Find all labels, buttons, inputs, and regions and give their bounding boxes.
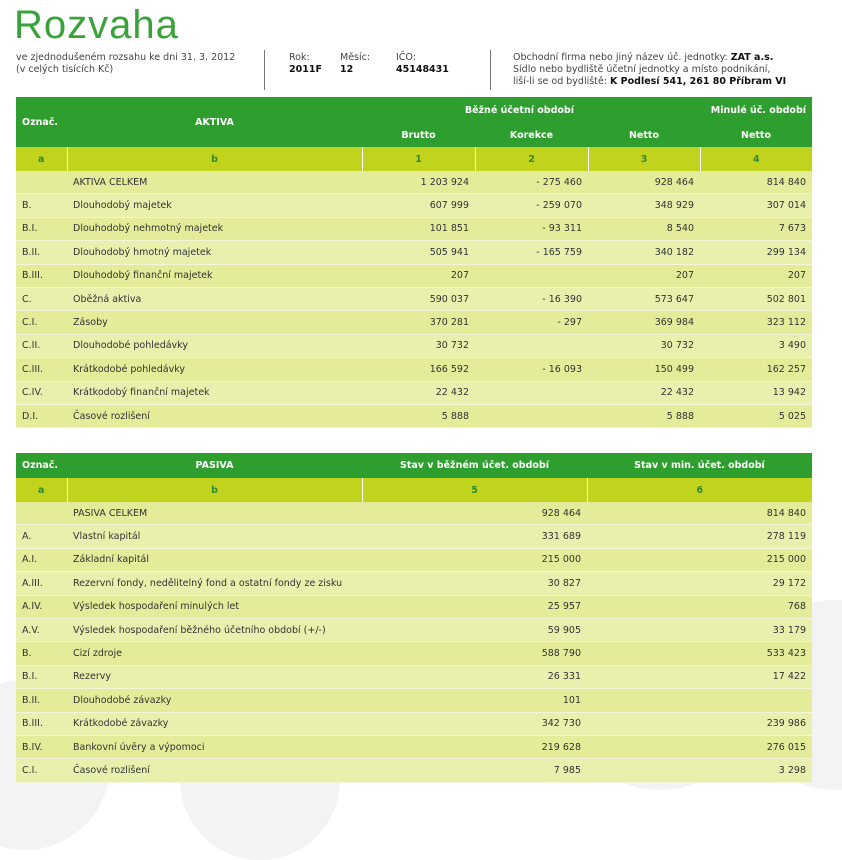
row-code: B.III.	[16, 264, 67, 287]
column-header-korekce: Korekce	[509, 129, 554, 141]
cell-previous: 3 298	[587, 759, 812, 782]
liabilities-table	[16, 453, 812, 783]
column-index: b	[67, 147, 362, 171]
row-name: Výsledek hospodaření běžného účetního období (+/-)	[67, 618, 362, 641]
column-index: a	[16, 478, 67, 502]
cell-netto-previous: 814 840	[700, 171, 812, 194]
table-row	[16, 572, 812, 595]
row-name: Krátkodobé závazky	[67, 712, 362, 735]
cell-brutto: 101 851	[362, 217, 475, 240]
cell-netto: 369 984	[588, 311, 700, 334]
column-header-brutto: Brutto	[401, 129, 436, 141]
cell-korekce: - 259 070	[475, 194, 588, 217]
cell-netto-previous: 207	[700, 264, 812, 287]
row-code: D.I.	[16, 404, 67, 427]
row-name: Dlouhodobý nehmotný majetek	[67, 217, 362, 240]
cell-current: 588 790	[362, 642, 587, 665]
row-name: Dlouhodobý majetek	[67, 194, 362, 217]
column-header-current-period: Stav v běžném účet. období	[400, 460, 549, 471]
cell-netto-previous: 323 112	[700, 311, 812, 334]
table-row	[16, 358, 812, 381]
cell-netto: 348 929	[588, 194, 700, 217]
cell-previous: 814 840	[587, 502, 812, 525]
subtitle-units: (v celých tisících Kč)	[16, 64, 114, 75]
row-name: Rezervní fondy, nedělitelný fond a ostatní fondy ze zisku	[67, 572, 362, 595]
cell-previous: 278 119	[587, 525, 812, 548]
cell-netto: 30 732	[588, 334, 700, 357]
cell-brutto: 22 432	[362, 381, 475, 404]
row-code: C.I.	[16, 311, 67, 334]
column-header-previous-period: Stav v min. účet. období	[634, 460, 765, 471]
row-code: B.	[16, 642, 67, 665]
cell-korekce: - 93 311	[475, 217, 588, 240]
cell-current: 928 464	[362, 502, 587, 525]
row-name: Časové rozlišení	[67, 404, 362, 427]
page-title: Rozvaha	[14, 3, 179, 47]
cell-netto: 207	[588, 264, 700, 287]
table-row	[16, 689, 812, 712]
column-header-code: Označ.	[22, 460, 59, 471]
row-code: A.I.	[16, 548, 67, 571]
column-index: 4	[700, 147, 812, 171]
column-index: 5	[362, 478, 587, 502]
cell-brutto: 505 941	[362, 241, 475, 264]
row-name: Časové rozlišení	[67, 759, 362, 782]
year-value: 2011F	[289, 64, 322, 75]
column-index: 2	[475, 147, 588, 171]
year-field	[289, 52, 322, 76]
row-code: B.	[16, 194, 67, 217]
table-row	[16, 502, 812, 525]
row-code	[16, 502, 67, 525]
cell-brutto: 1 203 924	[362, 171, 475, 194]
cell-netto: 340 182	[588, 241, 700, 264]
cell-current: 30 827	[362, 572, 587, 595]
table-row	[16, 287, 812, 310]
cell-netto-previous: 7 673	[700, 217, 812, 240]
row-code: C.I.	[16, 759, 67, 782]
row-name: Oběžná aktiva	[67, 287, 362, 310]
seat-address: K Podlesí 541, 261 80 Příbram VI	[609, 76, 787, 87]
cell-korekce: - 16 093	[475, 358, 588, 381]
table-row	[16, 171, 812, 194]
row-code: B.III.	[16, 712, 67, 735]
liabilities-header-row	[16, 453, 812, 478]
cell-netto: 150 499	[588, 358, 700, 381]
row-name: Bankovní úvěry a výpomoci	[67, 735, 362, 758]
cell-netto-previous: 13 942	[700, 381, 812, 404]
table-row	[16, 311, 812, 334]
cell-current: 331 689	[362, 525, 587, 548]
seat-label-1: Sídlo nebo bydliště účetní jednotky a místo podnikání,	[513, 64, 771, 75]
assets-column-index-row	[16, 147, 812, 171]
cell-previous: 215 000	[587, 548, 812, 571]
row-name: Vlastní kapitál	[67, 525, 362, 548]
cell-netto-previous: 3 490	[700, 334, 812, 357]
row-name: Rezervy	[67, 665, 362, 688]
cell-previous: 17 422	[587, 665, 812, 688]
seat-label-2: liší-li se od bydliště:	[513, 76, 607, 87]
row-code: A.IV.	[16, 595, 67, 618]
row-code: B.II.	[16, 689, 67, 712]
header-divider	[264, 50, 265, 90]
table-row	[16, 381, 812, 404]
cell-netto: 573 647	[588, 287, 700, 310]
cell-previous: 768	[587, 595, 812, 618]
cell-korekce: - 275 460	[475, 171, 588, 194]
cell-brutto: 5 888	[362, 404, 475, 427]
row-code: B.II.	[16, 241, 67, 264]
cell-netto-previous: 307 014	[700, 194, 812, 217]
cell-previous: 29 172	[587, 572, 812, 595]
cell-previous	[587, 689, 812, 712]
row-name: Zásoby	[67, 311, 362, 334]
table-row	[16, 642, 812, 665]
row-code: C.	[16, 287, 67, 310]
table-row	[16, 618, 812, 641]
cell-brutto: 207	[362, 264, 475, 287]
row-code	[16, 171, 67, 194]
liabilities-column-index-row	[16, 478, 812, 502]
cell-brutto: 30 732	[362, 334, 475, 357]
row-name: Dlouhodobý finanční majetek	[67, 264, 362, 287]
column-header-previous-period: Minulé úč. období	[710, 104, 807, 116]
cell-current: 7 985	[362, 759, 587, 782]
cell-korekce	[475, 264, 588, 287]
month-value: 12	[340, 64, 354, 75]
column-header-netto-previous: Netto	[741, 129, 772, 141]
row-name: Krátkodobé pohledávky	[67, 358, 362, 381]
row-code: B.IV.	[16, 735, 67, 758]
cell-current: 101	[362, 689, 587, 712]
cell-netto: 22 432	[588, 381, 700, 404]
cell-korekce: - 297	[475, 311, 588, 334]
table-row	[16, 264, 812, 287]
table-row	[16, 241, 812, 264]
cell-previous: 33 179	[587, 618, 812, 641]
column-index: b	[67, 478, 362, 502]
row-name: Výsledek hospodaření minulých let	[67, 595, 362, 618]
assets-table	[16, 97, 812, 428]
row-name: Dlouhodobé závazky	[67, 689, 362, 712]
cell-current: 26 331	[362, 665, 587, 688]
cell-netto-previous: 299 134	[700, 241, 812, 264]
assets-header-row	[16, 97, 812, 123]
cell-brutto: 590 037	[362, 287, 475, 310]
company-info	[513, 52, 813, 88]
table-row	[16, 712, 812, 735]
cell-korekce	[475, 334, 588, 357]
cell-previous: 533 423	[587, 642, 812, 665]
table-row	[16, 665, 812, 688]
row-code: B.I.	[16, 217, 67, 240]
table-row	[16, 217, 812, 240]
cell-previous: 239 986	[587, 712, 812, 735]
cell-previous: 276 015	[587, 735, 812, 758]
company-label: Obchodní firma nebo jiný název úč. jednotky:	[513, 52, 728, 63]
cell-current: 342 730	[362, 712, 587, 735]
cell-netto: 5 888	[588, 404, 700, 427]
cell-current: 215 000	[362, 548, 587, 571]
liabilities-heading: PASIVA	[195, 460, 234, 471]
header-divider	[490, 50, 491, 90]
column-index: 3	[588, 147, 700, 171]
report-subtitle	[16, 52, 235, 76]
row-name: Cizí zdroje	[67, 642, 362, 665]
row-code: B.I.	[16, 665, 67, 688]
table-row	[16, 334, 812, 357]
table-row	[16, 404, 812, 427]
year-label: Rok:	[289, 52, 310, 63]
cell-current: 25 957	[362, 595, 587, 618]
table-row	[16, 194, 812, 217]
cell-brutto: 607 999	[362, 194, 475, 217]
subtitle-period: ve zjednodušeném rozsahu ke dni 31. 3. 2012	[16, 52, 236, 63]
row-name: Základní kapitál	[67, 548, 362, 571]
cell-netto-previous: 502 801	[700, 287, 812, 310]
cell-netto: 8 540	[588, 217, 700, 240]
month-field	[340, 52, 370, 76]
table-row	[16, 759, 812, 782]
cell-netto-previous: 5 025	[700, 404, 812, 427]
cell-korekce: - 16 390	[475, 287, 588, 310]
row-name: Dlouhodobý hmotný majetek	[67, 241, 362, 264]
row-code: C.II.	[16, 334, 67, 357]
cell-brutto: 166 592	[362, 358, 475, 381]
cell-korekce	[475, 381, 588, 404]
row-code: A.	[16, 525, 67, 548]
cell-netto: 928 464	[588, 171, 700, 194]
ico-field	[396, 52, 449, 76]
row-name: Dlouhodobé pohledávky	[67, 334, 362, 357]
month-label: Měsíc:	[340, 52, 371, 63]
row-code: C.IV.	[16, 381, 67, 404]
cell-brutto: 370 281	[362, 311, 475, 334]
row-code: A.III.	[16, 572, 67, 595]
cell-current: 59 905	[362, 618, 587, 641]
column-header-current-period: Běžné účetní období	[464, 104, 574, 116]
cell-korekce: - 165 759	[475, 241, 588, 264]
cell-current: 219 628	[362, 735, 587, 758]
table-row	[16, 548, 812, 571]
table-row	[16, 525, 812, 548]
ico-label: IČO:	[396, 52, 416, 63]
assets-heading: AKTIVA	[195, 116, 234, 128]
table-row	[16, 595, 812, 618]
table-row	[16, 735, 812, 758]
column-header-code: Označ.	[22, 116, 59, 128]
column-index: a	[16, 147, 67, 171]
cell-korekce	[475, 404, 588, 427]
row-name: PASIVA CELKEM	[67, 502, 362, 525]
row-code: A.V.	[16, 618, 67, 641]
row-name: Krátkodobý finanční majetek	[67, 381, 362, 404]
column-header-netto: Netto	[628, 129, 659, 141]
row-name: AKTIVA CELKEM	[67, 171, 362, 194]
column-index: 1	[362, 147, 475, 171]
row-code: C.III.	[16, 358, 67, 381]
company-name: ZAT a.s.	[730, 52, 774, 63]
cell-netto-previous: 162 257	[700, 358, 812, 381]
ico-value: 45148431	[396, 64, 449, 75]
column-index: 6	[587, 478, 812, 502]
